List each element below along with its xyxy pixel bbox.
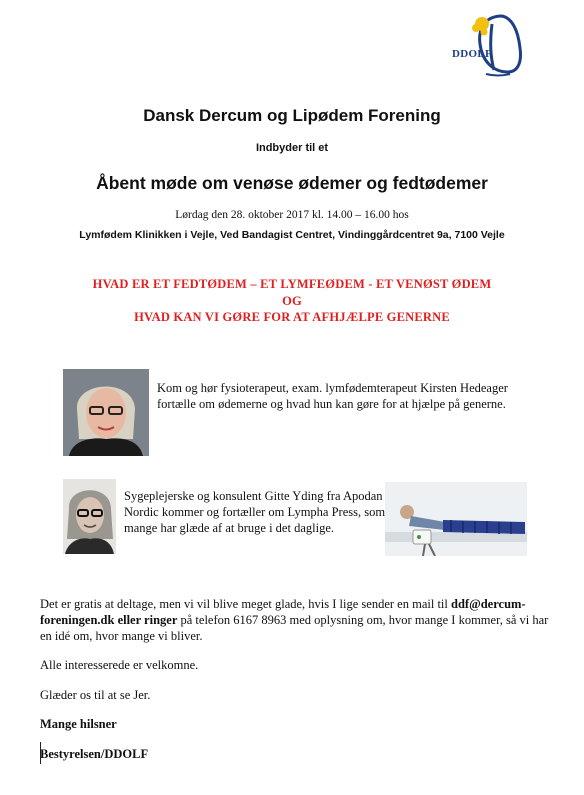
registration-text-b: på telefon 6167 8963 med oplysning om, hvor mange I kommer, så vi har en idé om, hvor mange vi bliver. [40, 613, 549, 643]
contact-email-phone[interactable]: ddf@dercum-foreningen.dk eller ringer [40, 597, 526, 627]
speaker-2-photo [63, 479, 116, 554]
speaker-1-description: Kom og hør fysioterapeut, exam. lymfødemterapeut Kirsten Hedeager fortælle om ødemerne og hvad hun kan gøre for at hjælpe på generne. [157, 381, 508, 411]
lympha-press-photo [385, 482, 527, 556]
venue-line: Lymfødem Klinikken i Vejle, Ved Bandagist Centret, Vindinggårdcentret 9a, 7100 Vejle [79, 229, 505, 241]
speaker-2-description: Sygeplejerske og konsulent Gitte Yding fra Apodan Nordic kommer og fortæller om Lympha Press, som mange har glæde af at bruge i det daglige. [124, 489, 386, 535]
red-heading-line-3: HVAD KAN VI GØRE FOR AT AFHJÆLPE GENERNE [134, 310, 450, 324]
red-heading-line-2: OG [282, 294, 302, 308]
registration-text-a: Det er gratis at deltage, men vi vil blive meget glade, hvis I lige sender en mail til [40, 597, 451, 611]
headline: Åbent møde om venøse ødemer og fedtødemer [96, 173, 488, 193]
ddolf-logo [444, 10, 524, 80]
logo-emblem-icon [444, 10, 524, 80]
red-heading-line-1: HVAD ER ET FEDTØDEM – ET LYMFEØDEM - ET VENØST ØDEM [92, 277, 492, 291]
organization-name: Dansk Dercum og Lipødem Forening [143, 106, 441, 125]
registration-paragraph [40, 596, 560, 644]
greeting-text: Mange hilsner [40, 717, 117, 731]
closing-text: Glæder os til at se Jer. [40, 688, 151, 702]
signature-text: Bestyrelsen/DDOLF [40, 747, 149, 761]
date-line: Lørdag den 28. oktober 2017 kl. 14.00 – 16.00 hos [175, 209, 409, 221]
logo-text: DDOLF [452, 48, 492, 60]
speaker-1-photo [63, 369, 149, 456]
invite-text: Indbyder til et [255, 142, 329, 154]
welcome-text: Alle interesserede er velkomne. [40, 658, 199, 672]
